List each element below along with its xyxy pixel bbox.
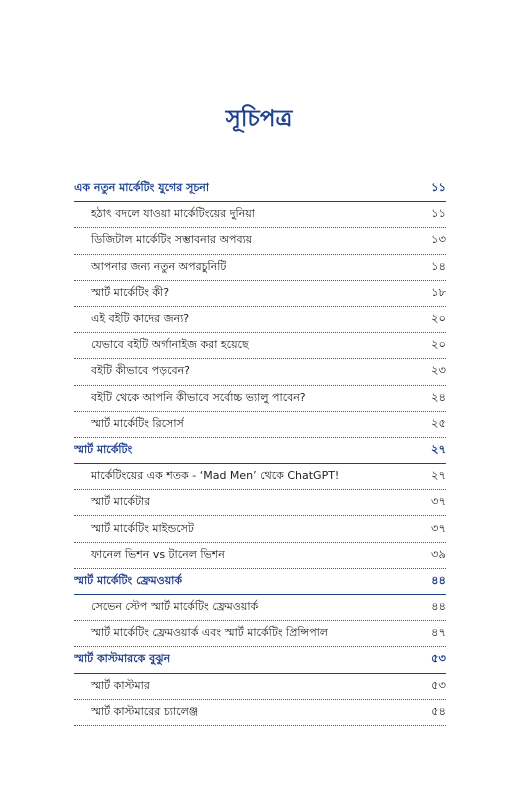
toc-section-entry [74,464,446,490]
toc-entry-title: স্মার্ট কাস্টমারকে বুঝুন [74,652,171,666]
toc-section-entry [74,543,446,569]
toc-entry-page-number: ১১ [431,180,446,195]
toc-entry-page-number: ১৪ [431,258,446,273]
toc-section-entry [74,307,446,333]
toc-section-entry [74,386,446,412]
toc-entry-page-number: ২৪ [431,389,446,404]
toc-entry-title: স্মার্ট কাস্টমারের চ্যালেঞ্জ [91,704,199,718]
toc-entry-page-number: ১৩ [431,232,446,247]
toc-chapter-entry [74,176,446,202]
toc-entry-title: স্মার্ট মার্কেটিং ফ্রেমওয়ার্ক [74,573,183,587]
toc-entry-title: ডিজিটাল মার্কেটিং সম্ভাবনার অপব্যয় [91,233,253,247]
toc-entry-page-number: ৩৯ [431,546,446,561]
toc-entry-title: স্মার্ট মার্কেটিং [74,442,133,456]
toc-entry-page-number: ১৮ [431,284,446,299]
toc-section-entry [74,255,446,281]
toc-entry-title: স্মার্ট মার্কেটিং মাইন্ডসেট [91,521,194,535]
toc-entry-title: স্মার্ট মার্কেটিং কী? [91,285,170,299]
toc-entry-title: ফানেল ভিশন vs টানেল ভিশন [91,547,225,561]
toc-entry-page-number: ২০ [431,337,446,352]
toc-section-entry [74,621,446,647]
toc-entry-title: এক নতুন মার্কেটিং যুগের সূচনা [74,181,210,195]
toc-entry-page-number: ৫৩ [431,677,446,692]
table-of-contents [74,176,446,726]
toc-section-entry [74,281,446,307]
toc-entry-page-number: ২০ [431,311,446,326]
toc-chapter-entry [74,647,446,673]
toc-entry-page-number: ২৩ [431,363,446,378]
toc-section-entry [74,202,446,228]
toc-entry-page-number: ৪৪ [431,572,446,587]
toc-entry-title: স্মার্ট মার্কেটার [91,495,151,509]
toc-entry-page-number: ৪৭ [431,625,446,640]
toc-entry-page-number: ২৭ [431,468,446,483]
toc-entry-page-number: ৫৩ [431,651,446,666]
toc-chapter-entry [74,438,446,464]
toc-entry-page-number: ২৫ [431,415,446,430]
toc-entry-page-number: ৩৭ [431,494,446,509]
toc-section-entry [74,333,446,359]
toc-entry-title: বইটি কীভাবে পড়বেন? [91,364,191,378]
toc-section-entry [74,490,446,516]
toc-entry-title: এই বইটি কাদের জন্য? [91,312,190,326]
toc-entry-title: মার্কেটিংয়ের এক শতক - ‘Mad Men’ থেকে ChatGPT! [91,469,340,483]
toc-section-entry [74,412,446,438]
toc-section-entry [74,359,446,385]
toc-section-entry [74,228,446,254]
toc-entry-title: স্মার্ট কাস্টমার [91,678,150,692]
toc-chapter-entry [74,569,446,595]
toc-section-entry [74,595,446,621]
toc-entry-page-number: ৪৪ [431,599,446,614]
toc-entry-title: আপনার জন্য নতুন অপরচুনিটি [91,259,227,273]
toc-section-entry [74,674,446,700]
toc-entry-title: সেভেন স্টেপ স্মার্ট মার্কেটিং ফ্রেমওয়ার্ক [91,600,259,614]
toc-section-entry [74,700,446,726]
toc-entry-page-number: ২৭ [431,441,446,456]
toc-section-entry [74,516,446,542]
page-title: সূচিপত্র [225,106,293,132]
toc-entry-title: স্মার্ট মার্কেটিং রিসোর্স [91,416,184,430]
toc-entry-title: স্মার্ট মার্কেটিং ফ্রেমওয়ার্ক এবং স্মার্ট মার্কেটিং প্রিন্সিপাল [91,626,329,640]
toc-entry-page-number: ১১ [431,206,446,221]
toc-entry-page-number: ৩৭ [431,520,446,535]
toc-entry-title: বইটি থেকে আপনি কীভাবে সর্বোচ্চ ভ্যালু পাবেন? [91,390,306,404]
toc-entry-page-number: ৫৪ [431,703,446,718]
toc-entry-title: যেভাবে বইটি অর্গানাইজ করা হয়েছে [91,338,249,352]
toc-entry-title: হঠাৎ বদলে যাওয়া মার্কেটিংয়ের দুনিয়া [91,207,255,221]
